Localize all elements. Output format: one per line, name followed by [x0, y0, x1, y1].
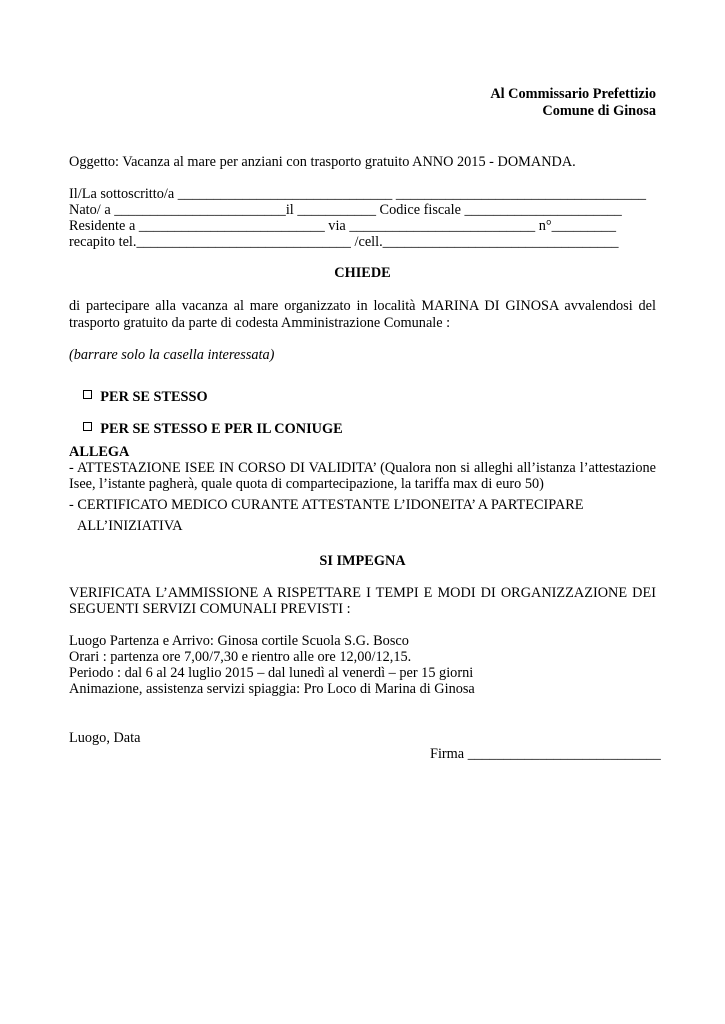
option-self-label: PER SE STESSO — [100, 389, 208, 405]
birth-and-fiscal-code-field: Nato/ a ________________________il ___________ Codice fiscale ______________________ — [69, 202, 622, 218]
residence-field: Residente a __________________________ via __________________________ n°_________ — [69, 218, 616, 234]
checkbox-self[interactable] — [83, 390, 92, 399]
option-self-and-spouse-label: PER SE STESSO E PER IL CONIUGE — [100, 421, 343, 437]
chiede-heading: CHIEDE — [334, 265, 391, 281]
chiede-text-line-2: trasporto gratuito da parte di codesta Amministrazione Comunale : — [69, 315, 451, 331]
recipient-line-1: Al Commissario Prefettizio — [490, 86, 656, 102]
place-date-label: Luogo, Data — [69, 730, 141, 746]
allega-heading: ALLEGA — [69, 444, 130, 460]
recipient-line-2: Comune di Ginosa — [542, 103, 656, 119]
phone-field: recapito tel.______________________________ /cell._________________________________ — [69, 234, 619, 250]
allega-item-2-line-1: - CERTIFICATO MEDICO CURANTE ATTESTANTE L’IDONEITA’ A PARTECIPARE — [69, 497, 584, 513]
chiede-text-line-1: di partecipare alla vacanza al mare organizzato in località MARINA DI GINOSA avvalendosi del — [69, 298, 656, 314]
impegna-text-line-2: SEGUENTI SERVIZI COMUNALI PREVISTI : — [69, 601, 351, 617]
subject-line: Oggetto: Vacanza al mare per anziani con trasporto gratuito ANNO 2015 - DOMANDA. — [69, 154, 576, 170]
details-period: Periodo : dal 6 al 24 luglio 2015 – dal lunedì al venerdì – per 15 giorni — [69, 665, 474, 681]
allega-item-1-line-2: Isee, l’istante pagherà, quale quota di compartecipazione, la tariffa max di euro 50) — [69, 476, 544, 492]
impegna-text-line-1: VERIFICATA L’AMMISSIONE A RISPETTARE I TEMPI E MODI DI ORGANIZZAZIONE DEI — [69, 585, 656, 601]
instruction-text: (barrare solo la casella interessata) — [69, 347, 275, 363]
details-schedule: Orari : partenza ore 7,00/7,30 e rientro alle ore 12,00/12,15. — [69, 649, 412, 665]
details-entertainment: Animazione, assistenza servizi spiaggia: Pro Loco di Marina di Ginosa — [69, 681, 475, 697]
applicant-name-field: Il/La sottoscritto/a ______________________________ ___________________________________ — [69, 186, 647, 202]
impegna-heading: SI IMPEGNA — [319, 553, 406, 569]
checkbox-self-and-spouse[interactable] — [83, 422, 92, 431]
signature-field: Firma ___________________________ — [430, 746, 661, 762]
allega-item-2-line-2: ALL’INIZIATIVA — [77, 518, 183, 534]
allega-item-1-line-1: - ATTESTAZIONE ISEE IN CORSO DI VALIDITA’ (Qualora non si alleghi all’istanza l’attestazione — [69, 460, 656, 476]
details-departure: Luogo Partenza e Arrivo: Ginosa cortile Scuola S.G. Bosco — [69, 633, 409, 649]
